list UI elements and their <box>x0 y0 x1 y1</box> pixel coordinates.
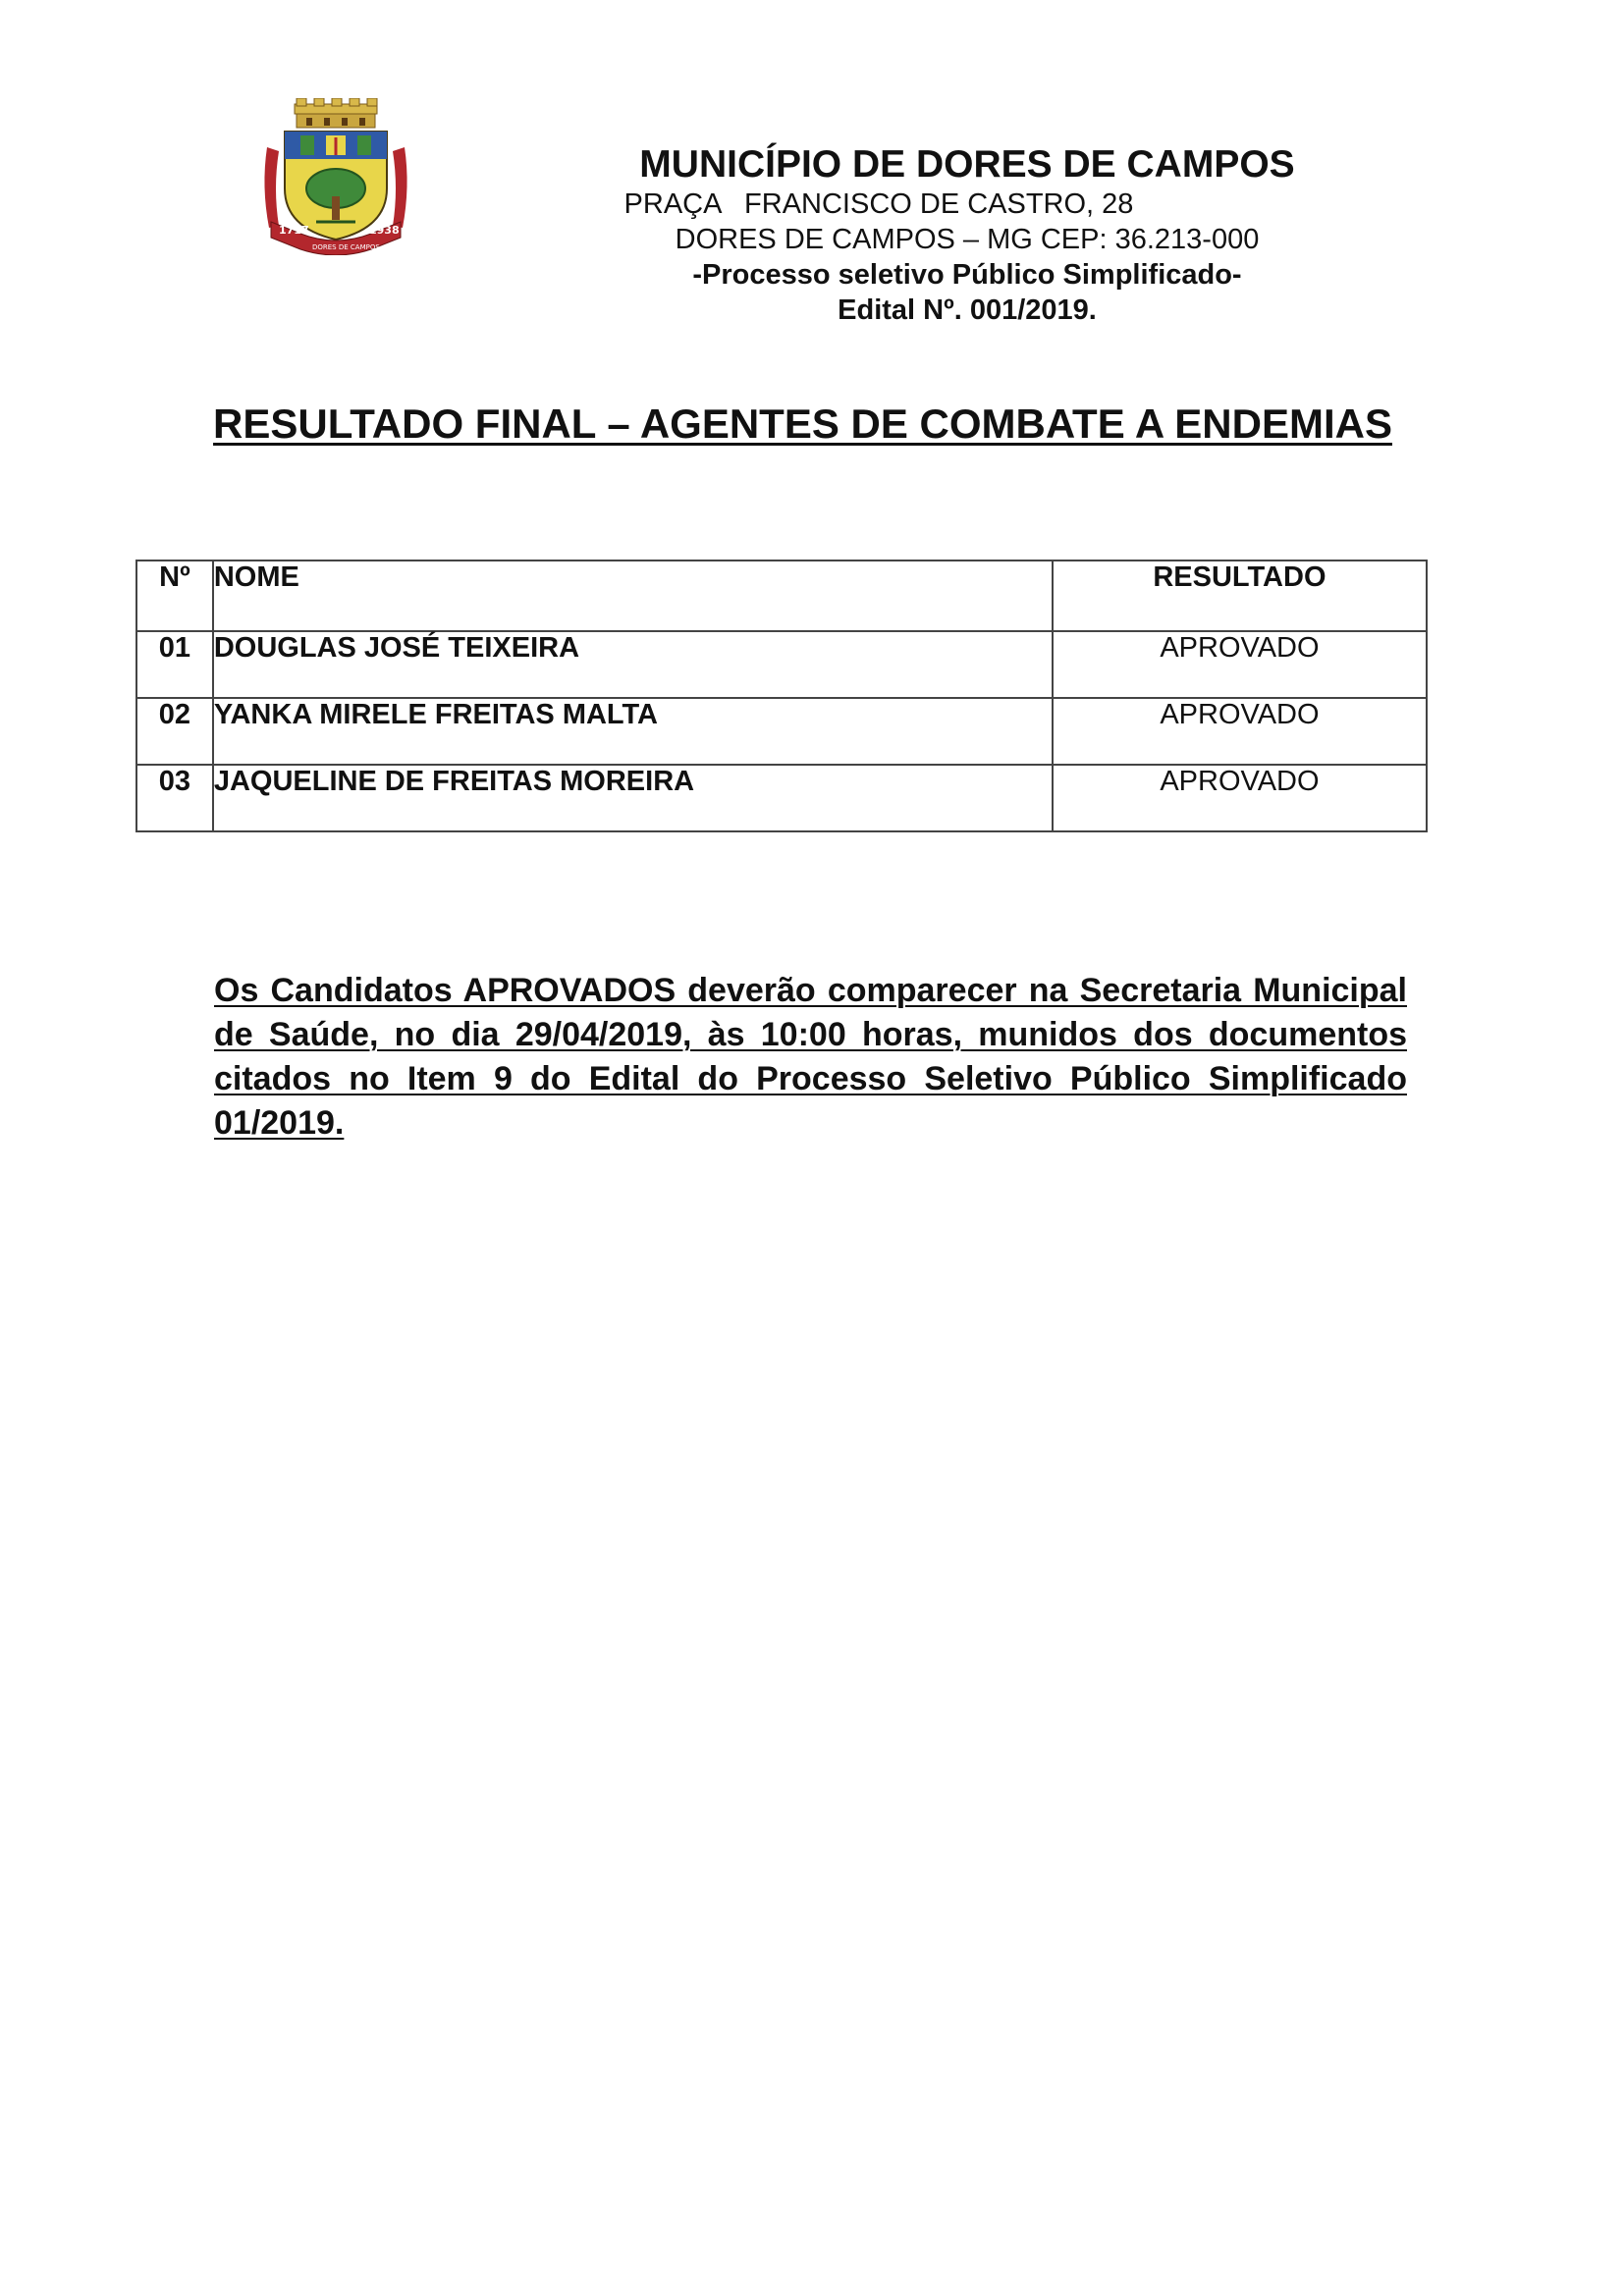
header-result: RESULTADO <box>1053 561 1427 631</box>
address-line-1: PRAÇA FRANCISCO DE CASTRO, 28 <box>623 188 1134 220</box>
row-name: JAQUELINE DE FREITAS MOREIRA <box>213 765 1053 831</box>
document-title: RESULTADO FINAL – AGENTES DE COMBATE A ENDEMIAS <box>213 400 1392 447</box>
row-result: APROVADO <box>1053 631 1427 698</box>
svg-text:1938: 1938 <box>369 224 400 237</box>
row-number: 02 <box>136 698 213 765</box>
row-number: 01 <box>136 631 213 698</box>
municipality-name: MUNICÍPIO DE DORES DE CAMPOS <box>639 143 1295 186</box>
table-header-row <box>136 561 1427 631</box>
letterhead <box>550 143 1384 328</box>
svg-text:DORES DE CAMPOS: DORES DE CAMPOS <box>312 243 380 251</box>
table-row <box>136 631 1427 698</box>
edital-number: Edital Nº. 001/2019. <box>838 294 1097 326</box>
process-name: -Processo seletivo Público Simplificado- <box>692 259 1242 291</box>
notice-paragraph: Os Candidatos APROVADOS deverão comparecer na Secretaria Municipal de Saúde, no dia 29/04/2019, às 10:00 horas, munidos dos documentos citados no Item 9 do Edital do Processo Seletivo Público Simplificado 01/2019. <box>214 972 1407 1142</box>
results-table <box>135 560 1428 832</box>
row-name: YANKA MIRELE FREITAS MALTA <box>213 698 1053 765</box>
row-number: 03 <box>136 765 213 831</box>
table-row <box>136 698 1427 765</box>
table-row <box>136 765 1427 831</box>
coat-of-arms-logo <box>257 98 414 255</box>
row-name: DOUGLAS JOSÉ TEIXEIRA <box>213 631 1053 698</box>
header-number: Nº <box>136 561 213 631</box>
row-result: APROVADO <box>1053 765 1427 831</box>
row-result: APROVADO <box>1053 698 1427 765</box>
svg-text:1717: 1717 <box>279 224 309 237</box>
header-name: NOME <box>213 561 1053 631</box>
address-line-2: DORES DE CAMPOS – MG CEP: 36.213-000 <box>675 224 1260 255</box>
